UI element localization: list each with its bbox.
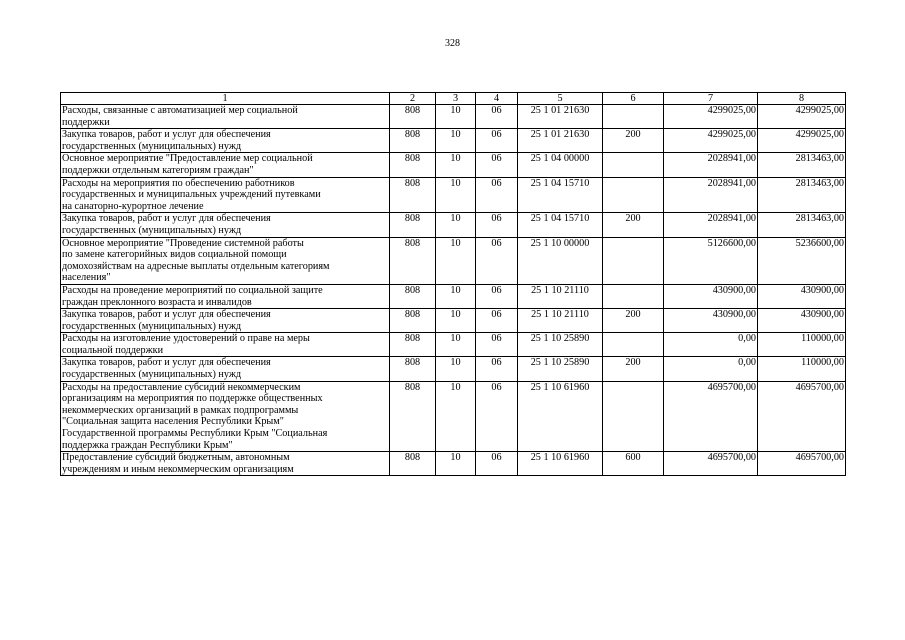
target-article-cell: 25 1 10 21110 <box>518 309 603 333</box>
target-article-cell: 25 1 10 00000 <box>518 237 603 284</box>
amount-year1-cell: 4695700,00 <box>664 452 758 476</box>
row-name-line: населения" <box>62 272 111 284</box>
row-name-line: социальной поддержки <box>62 344 164 356</box>
amount-year2-cell: 110000,00 <box>758 333 846 357</box>
expense-type-cell <box>603 177 664 213</box>
header-cell: 8 <box>758 93 846 105</box>
subsection-code-cell: 06 <box>476 309 518 333</box>
row-name-line: Закупка товаров, работ и услуг для обеспечения <box>62 357 271 369</box>
header-row <box>61 93 846 105</box>
subsection-code-cell: 06 <box>476 333 518 357</box>
admin-code-cell: 808 <box>390 105 436 129</box>
admin-code-cell: 808 <box>390 237 436 284</box>
subsection-code-cell: 06 <box>476 129 518 153</box>
header-cell: 3 <box>436 93 476 105</box>
section-code-cell: 10 <box>436 333 476 357</box>
row-name-cell <box>61 452 390 476</box>
row-name-line: Расходы на проведение мероприятий по социальной защите <box>62 284 323 296</box>
row-name-cell <box>61 105 390 129</box>
row-name-line: организациям на мероприятия по поддержке общественных <box>62 393 323 405</box>
target-article-cell: 25 1 10 61960 <box>518 452 603 476</box>
section-code-cell: 10 <box>436 153 476 177</box>
table-row <box>61 333 846 357</box>
row-name-line: государственных и муниципальных учреждений путевками <box>62 189 321 201</box>
amount-year2-cell: 4299025,00 <box>758 105 846 129</box>
row-name-line: государственных (муниципальных) нужд <box>62 224 242 236</box>
admin-code-cell: 808 <box>390 333 436 357</box>
row-name-line: на санаторно-курортное лечение <box>62 200 204 212</box>
row-name-line: государственных (муниципальных) нужд <box>62 369 242 381</box>
subsection-code-cell: 06 <box>476 357 518 381</box>
target-article-cell: 25 1 10 61960 <box>518 381 603 452</box>
table-row <box>61 153 846 177</box>
table-row <box>61 237 846 284</box>
expense-type-cell: 200 <box>603 129 664 153</box>
row-name-line: учреждениям и иным некоммерческим организациям <box>62 463 294 475</box>
amount-year2-cell: 4299025,00 <box>758 129 846 153</box>
subsection-code-cell: 06 <box>476 177 518 213</box>
header-cell: 5 <box>518 93 603 105</box>
target-article-cell: 25 1 04 15710 <box>518 177 603 213</box>
amount-year2-cell: 2813463,00 <box>758 213 846 237</box>
table-row <box>61 381 846 452</box>
row-name-line: по замене категорийных видов социальной помощи <box>62 249 287 261</box>
table-row <box>61 129 846 153</box>
section-code-cell: 10 <box>436 177 476 213</box>
target-article-cell: 25 1 04 00000 <box>518 153 603 177</box>
admin-code-cell: 808 <box>390 153 436 177</box>
section-code-cell: 10 <box>436 381 476 452</box>
admin-code-cell: 808 <box>390 129 436 153</box>
admin-code-cell: 808 <box>390 381 436 452</box>
expense-type-cell: 200 <box>603 213 664 237</box>
expense-type-cell: 200 <box>603 357 664 381</box>
subsection-code-cell: 06 <box>476 105 518 129</box>
row-name-line: государственных (муниципальных) нужд <box>62 140 242 152</box>
target-article-cell: 25 1 01 21630 <box>518 105 603 129</box>
subsection-code-cell: 06 <box>476 284 518 308</box>
row-name-cell <box>61 129 390 153</box>
row-name-line: граждан преклонного возраста и инвалидов <box>62 296 252 308</box>
amount-year1-cell: 4299025,00 <box>664 105 758 129</box>
amount-year1-cell: 0,00 <box>664 333 758 357</box>
row-name-line: Расходы на мероприятия по обеспечению работников <box>62 177 295 189</box>
section-code-cell: 10 <box>436 213 476 237</box>
amount-year1-cell: 5126600,00 <box>664 237 758 284</box>
row-name-cell <box>61 381 390 452</box>
amount-year1-cell: 430900,00 <box>664 309 758 333</box>
row-name-cell <box>61 177 390 213</box>
amount-year1-cell: 2028941,00 <box>664 177 758 213</box>
row-name-cell <box>61 357 390 381</box>
table-row <box>61 284 846 308</box>
amount-year2-cell: 430900,00 <box>758 309 846 333</box>
admin-code-cell: 808 <box>390 357 436 381</box>
row-name-cell <box>61 153 390 177</box>
amount-year2-cell: 4695700,00 <box>758 452 846 476</box>
section-code-cell: 10 <box>436 105 476 129</box>
section-code-cell: 10 <box>436 284 476 308</box>
row-name-line: Закупка товаров, работ и услуг для обеспечения <box>62 213 271 225</box>
admin-code-cell: 808 <box>390 309 436 333</box>
expense-type-cell <box>603 333 664 357</box>
row-name-line: поддержки отдельным категориям граждан" <box>62 164 254 176</box>
amount-year1-cell: 2028941,00 <box>664 153 758 177</box>
row-name-line: Расходы, связанные с автоматизацией мер социальной <box>62 105 298 116</box>
row-name-line: "Социальная защита населения Республики Крым" <box>62 416 284 428</box>
page-number: 328 <box>445 38 460 49</box>
row-name-cell <box>61 237 390 284</box>
expense-type-cell: 200 <box>603 309 664 333</box>
table-row <box>61 213 846 237</box>
row-name-line: поддержки <box>62 116 110 128</box>
header-cell: 2 <box>390 93 436 105</box>
target-article-cell: 25 1 10 25890 <box>518 333 603 357</box>
row-name-cell <box>61 284 390 308</box>
row-name-line: Основное мероприятие "Проведение системной работы <box>62 237 304 249</box>
budget-table <box>60 92 846 476</box>
row-name-line: государственных (муниципальных) нужд <box>62 320 242 332</box>
row-name-line: некоммерческих организаций в рамках подпрограммы <box>62 404 299 416</box>
row-name-line: Основное мероприятие "Предоставление мер социальной <box>62 153 313 165</box>
amount-year2-cell: 430900,00 <box>758 284 846 308</box>
amount-year1-cell: 4299025,00 <box>664 129 758 153</box>
admin-code-cell: 808 <box>390 284 436 308</box>
admin-code-cell: 808 <box>390 177 436 213</box>
table-body <box>61 105 846 476</box>
table-row <box>61 309 846 333</box>
amount-year1-cell: 2028941,00 <box>664 213 758 237</box>
header-cell: 1 <box>61 93 390 105</box>
admin-code-cell: 808 <box>390 213 436 237</box>
row-name-line: домохозяйствам на адресные выплаты отдельным категориям <box>62 260 330 272</box>
row-name-cell <box>61 309 390 333</box>
amount-year1-cell: 0,00 <box>664 357 758 381</box>
subsection-code-cell: 06 <box>476 237 518 284</box>
expense-type-cell <box>603 284 664 308</box>
admin-code-cell: 808 <box>390 452 436 476</box>
section-code-cell: 10 <box>436 309 476 333</box>
header-cell: 4 <box>476 93 518 105</box>
expense-type-cell <box>603 237 664 284</box>
row-name-cell <box>61 213 390 237</box>
amount-year1-cell: 4695700,00 <box>664 381 758 452</box>
table-row <box>61 452 846 476</box>
table-row <box>61 357 846 381</box>
table-row <box>61 177 846 213</box>
amount-year2-cell: 5236600,00 <box>758 237 846 284</box>
target-article-cell: 25 1 01 21630 <box>518 129 603 153</box>
expense-type-cell <box>603 105 664 129</box>
row-name-line: Расходы на изготовление удостоверений о праве на меры <box>62 333 310 345</box>
target-article-cell: 25 1 10 25890 <box>518 357 603 381</box>
amount-year2-cell: 4695700,00 <box>758 381 846 452</box>
section-code-cell: 10 <box>436 357 476 381</box>
row-name-line: Предоставление субсидий бюджетным, автономным <box>62 452 290 464</box>
subsection-code-cell: 06 <box>476 381 518 452</box>
row-name-cell <box>61 333 390 357</box>
header-cell: 6 <box>603 93 664 105</box>
section-code-cell: 10 <box>436 129 476 153</box>
section-code-cell: 10 <box>436 237 476 284</box>
subsection-code-cell: 06 <box>476 153 518 177</box>
row-name-line: Государственной программы Республики Крым "Социальная <box>62 428 328 440</box>
amount-year2-cell: 2813463,00 <box>758 153 846 177</box>
amount-year2-cell: 2813463,00 <box>758 177 846 213</box>
expense-type-cell <box>603 153 664 177</box>
row-name-line: Расходы на предоставление субсидий некоммерческим <box>62 381 301 393</box>
header-cell: 7 <box>664 93 758 105</box>
subsection-code-cell: 06 <box>476 452 518 476</box>
table-row <box>61 105 846 129</box>
expense-type-cell <box>603 381 664 452</box>
row-name-line: поддержка граждан Республики Крым" <box>62 439 233 451</box>
section-code-cell: 10 <box>436 452 476 476</box>
expense-type-cell: 600 <box>603 452 664 476</box>
target-article-cell: 25 1 04 15710 <box>518 213 603 237</box>
amount-year1-cell: 430900,00 <box>664 284 758 308</box>
target-article-cell: 25 1 10 21110 <box>518 284 603 308</box>
subsection-code-cell: 06 <box>476 213 518 237</box>
row-name-line: Закупка товаров, работ и услуг для обеспечения <box>62 129 271 141</box>
amount-year2-cell: 110000,00 <box>758 357 846 381</box>
row-name-line: Закупка товаров, работ и услуг для обеспечения <box>62 309 271 321</box>
